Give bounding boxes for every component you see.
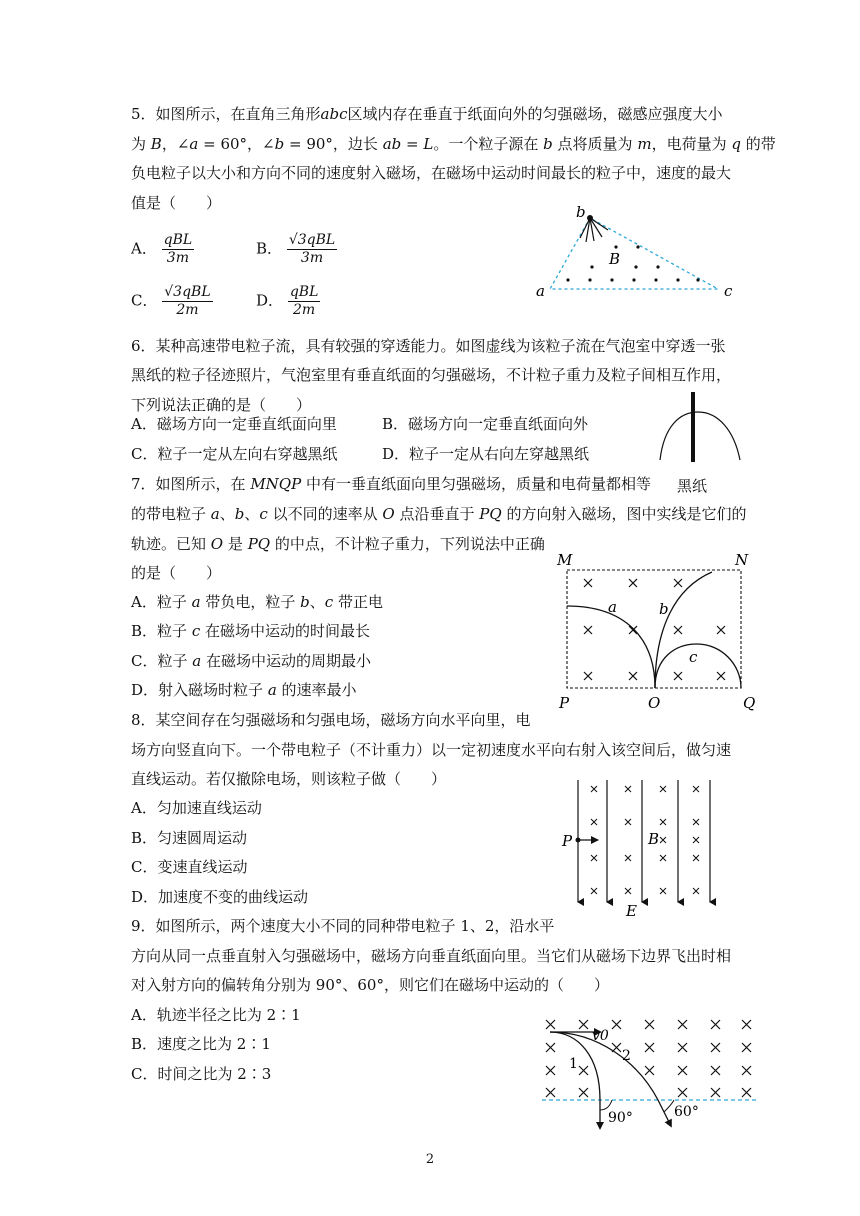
label-M: M xyxy=(557,551,573,569)
label-vertex-b: b xyxy=(576,203,586,221)
q8-option-b: B．匀速圆周运动 xyxy=(131,829,248,847)
q5-option-a: A． $\frac{\text{qBL}}{3m}$ xyxy=(131,232,193,266)
q6-line-2: 黑纸的粒子径迹照片，气泡室里有垂直纸面的匀强磁场，不计粒子重力及粒子间相互作用， xyxy=(131,366,732,384)
q6-figure-label: 黑纸 xyxy=(677,477,708,495)
q7-mnqp-figure xyxy=(555,548,765,716)
q8-option-c: C．变速直线运动 xyxy=(131,858,248,876)
q9-line-1: 9．如图所示，两个速度大小不同的同种带电粒子 1、2，沿水平 xyxy=(131,917,555,935)
q8-line-2: 场方向竖直向下。一个带电粒子（不计重力）以一定初速度水平向右射入该空间后，做匀速 xyxy=(131,741,732,759)
trajectory-c xyxy=(655,644,741,688)
q6-line-1: 6．某种高速带电粒子流，具有较强的穿透能力。如图虚线为该粒子流在气泡室中穿透一张 xyxy=(131,337,726,355)
q8-option-a: A．匀加速直线运动 xyxy=(131,799,262,817)
q7-option-b: B．粒子 c 在磁场中运动的时间最长 xyxy=(131,622,371,640)
label-field-B: B xyxy=(609,250,621,268)
q7-line-4: 的是（ ） xyxy=(131,564,222,582)
trajectory-b xyxy=(655,572,712,688)
q8-line-1: 8．某空间存在匀强磁场和匀强电场，磁场方向水平向里，电 xyxy=(131,711,531,729)
label-b: b xyxy=(659,600,669,618)
label-P: P xyxy=(559,694,570,712)
q6-black-paper-figure xyxy=(650,390,750,470)
q5-option-d: D． $\frac{\text{qBL}}{2m}$ xyxy=(256,284,319,318)
q9-option-c: C．时间之比为 2∶3 xyxy=(131,1065,272,1083)
label-v0: v0 xyxy=(592,1028,609,1044)
label-O: O xyxy=(648,694,661,712)
angle-arc-90 xyxy=(600,1100,612,1110)
q7-option-d: D．射入磁场时粒子 a 的速率最小 xyxy=(131,681,357,699)
trajectory-1 xyxy=(550,1032,600,1126)
q5-option-a-fraction: $\frac{\text{qBL}}{3m}$ xyxy=(163,232,193,266)
q5-line-3: 负电粒子以大小和方向不同的速度射入磁场，在磁场中运动时间最长的粒子中，速度的最大 xyxy=(131,164,732,182)
triangle-boundary xyxy=(550,218,718,289)
q5-option-b: B． $\frac{\text{√3qBL}}{3m}$ xyxy=(256,232,336,266)
label-E: E xyxy=(626,902,637,920)
q7-line-2: 的带电粒子 a、b、c 以不同的速率从 O 点沿垂直于 PQ 的方向射入磁场，图中实线是它们的 xyxy=(131,505,747,523)
q9-deflection-figure xyxy=(536,1010,764,1134)
q6-option-a: A．磁场方向一定垂直纸面向里 xyxy=(131,415,337,433)
label-angle-90: 90° xyxy=(608,1110,633,1126)
q5-triangle-figure xyxy=(528,200,748,305)
q8-field-figure xyxy=(560,770,720,920)
q7-option-c: C．粒子 a 在磁场中运动的周期最小 xyxy=(131,652,372,670)
q8-option-d: D．加速度不变的曲线运动 xyxy=(131,888,309,906)
label-P: P xyxy=(562,832,573,850)
label-Q: Q xyxy=(743,694,756,712)
label-B: B xyxy=(648,830,660,848)
label-vertex-c: c xyxy=(724,282,733,300)
q5-option-d-fraction: $\frac{\text{qBL}}{2m}$ xyxy=(289,284,319,318)
q5-line-4: 值是（ ） xyxy=(131,194,222,212)
q5-line-2: 为 B，∠a = 60°，∠b = 90°，边长 ab = L。一个粒子源在 b 点将质量为 m，电荷量为 q 的带 xyxy=(131,135,776,153)
q6-option-d: D．粒子一定从右向左穿越黑纸 xyxy=(382,445,590,463)
q6-option-b: B．磁场方向一定垂直纸面向外 xyxy=(382,415,589,433)
q7-line-3: 轨迹。已知 O 是 PQ 的中点，不计粒子重力，下列说法中正确 xyxy=(131,535,545,553)
q6-line-3: 下列说法正确的是（ ） xyxy=(131,396,312,414)
field-crosses xyxy=(584,579,725,680)
q7-option-a: A．粒子 a 带负电，粒子 b、c 带正电 xyxy=(131,593,383,611)
angle-arc-60 xyxy=(664,1100,674,1112)
velocity-arrows xyxy=(580,218,608,242)
label-angle-60: 60° xyxy=(674,1104,699,1120)
label-vertex-a: a xyxy=(536,282,545,300)
trajectory-a xyxy=(567,606,655,688)
q5-option-c-fraction: $\frac{\text{√3qBL}}{2m}$ xyxy=(164,284,211,318)
label-particle-2: 2 xyxy=(622,1048,631,1064)
particle-track xyxy=(660,412,740,460)
label-N: N xyxy=(735,551,749,569)
q5-option-c: C． $\frac{\text{√3qBL}}{2m}$ xyxy=(131,284,211,318)
q9-line-2: 方向从同一点垂直射入匀强磁场中，磁场方向垂直纸面向里。当它们从磁场下边界飞出时相 xyxy=(131,947,732,965)
page-number: 2 xyxy=(425,1152,435,1167)
electric-field-lines xyxy=(578,780,710,902)
label-particle-1: 1 xyxy=(569,1056,578,1072)
field-dots xyxy=(566,245,699,281)
label-c: c xyxy=(689,648,698,666)
q5-line-1: 5．如图所示，在直角三角形abc区域内存在垂直于纸面向外的匀强磁场，磁感应强度大小 xyxy=(131,105,723,123)
q7-line-1: 7．如图所示，在 MNQP 中有一垂直纸面向里匀强磁场，质量和电荷量都相等 xyxy=(131,475,651,493)
q9-option-a: A．轨迹半径之比为 2∶1 xyxy=(131,1006,301,1024)
q6-option-c: C．粒子一定从左向右穿越黑纸 xyxy=(131,445,338,463)
label-a: a xyxy=(608,598,617,616)
q5-option-b-fraction: $\frac{\text{√3qBL}}{3m}$ xyxy=(288,232,336,266)
q8-line-3: 直线运动。若仅撤除电场，则该粒子做（ ） xyxy=(131,770,447,788)
q9-option-b: B．速度之比为 2∶1 xyxy=(131,1035,271,1053)
q9-line-3: 对入射方向的偏转角分别为 90°、60°，则它们在磁场中运动的（ ） xyxy=(131,976,609,994)
